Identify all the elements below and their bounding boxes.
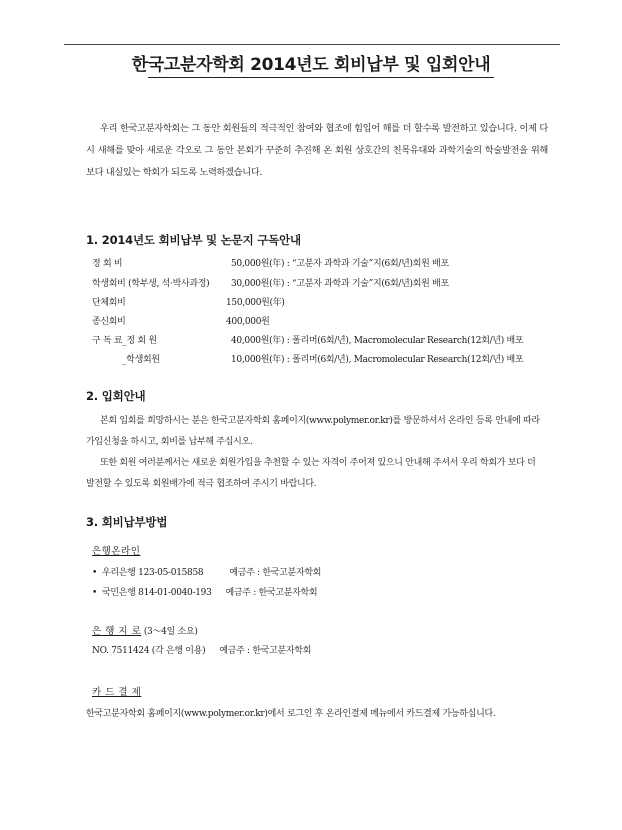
fee-label: 단체회비 bbox=[92, 298, 126, 308]
bank-account: 우리은행 123-05-015858 bbox=[102, 568, 204, 578]
bank-account: 국민은행 814-01-0040-193 bbox=[102, 588, 212, 598]
giro-heading-line bbox=[92, 623, 198, 637]
section2-title: 2. 입회안내 bbox=[86, 389, 146, 403]
fee-label: 종신회비 bbox=[92, 317, 126, 327]
giro-number: NO. 7511424 (각 은행 이용) bbox=[92, 646, 206, 656]
fee-amount: 50,000원(年) : “고분자 과학과 기술”지(6회/년)회원 배포 bbox=[231, 259, 449, 269]
bullet: • bbox=[92, 588, 98, 598]
account-holder: 예금주 : 한국고분자학회 bbox=[225, 588, 318, 598]
join-guide bbox=[86, 411, 546, 495]
account-line bbox=[92, 585, 317, 598]
giro-heading: 은 행 지 로 bbox=[92, 626, 142, 637]
section1-title: 1. 2014년도 회비납부 및 논문지 구독안내 bbox=[86, 233, 301, 247]
section3-title: 3. 회비납부방법 bbox=[86, 515, 168, 529]
fee-amount: 150,000원(年) bbox=[226, 298, 285, 308]
page-title: 한국고분자학회 2014년도 회비납부 및 입회안내 bbox=[131, 55, 491, 75]
fee-amount: 30,000원(年) : “고분자 과학과 기술”지(6회/년)회원 배포 bbox=[231, 279, 449, 289]
join-paragraph-1: 본회 입회를 희망하시는 분은 한국고분자학회 홈페이지(www.polymer.or.kr)를 방문하셔서 온라인 등록 안내에 따라 가입신청을 하시고, 회비를 납부해 주십시오. bbox=[86, 416, 540, 447]
fee-label: 정 회 비 bbox=[92, 259, 123, 269]
intro-paragraph: 우리 한국고분자학회는 그 동안 회원들의 적극적인 참여와 협조에 힘입어 해를 더 할수록 발전하고 있습니다. 이제 다시 새해를 맞아 새로운 각오로 그 동안 본회가 꾸준히 추진해 온 회원 상호간의 친목유대와 과학기술의 학술발전을 위해 보다 내실있는 학회가 되도록 노력하겠습니다. bbox=[86, 123, 548, 178]
card-payment-heading: 카 드 결 제 bbox=[92, 687, 142, 698]
fee-amount: 10,000원(年) : 폴리머(6회/년), Macromolecular Research(12회/년) 배포 bbox=[231, 355, 524, 365]
account-holder: 예금주 : 한국고분자학회 bbox=[229, 568, 322, 578]
fee-amount: 400,000원 bbox=[226, 317, 270, 327]
join-paragraph-2: 또한 회원 여러분께서는 새로운 회원가입을 추천할 수 있는 자격이 주어져 있으니 안내해 주셔서 우리 학회가 보다 더 발전할 수 있도록 회원배가에 적극 협조하여 주시기 바랍니다. bbox=[86, 458, 536, 489]
fee-label: 학생회비 (학부생, 석·박사과정) bbox=[92, 279, 210, 289]
card-payment-line: 한국고분자학회 홈페이지(www.polymer.or.kr)에서 로그인 후 온라인결제 메뉴에서 카드결제 가능하십니다. bbox=[86, 709, 496, 719]
online-banking-heading: 은행온라인 bbox=[92, 546, 141, 557]
giro-line bbox=[92, 643, 311, 656]
fee-amount: 40,000원(年) : 폴리머(6회/년), Macromolecular Research(12회/년) 배포 bbox=[231, 336, 524, 346]
giro-note: (3～4일 소요) bbox=[143, 627, 198, 637]
giro-holder: 예금주 : 한국고분자학회 bbox=[219, 646, 312, 656]
bullet: • bbox=[92, 568, 98, 578]
top-rule bbox=[64, 44, 560, 45]
fee-label: 구 독 료_정 회 원 bbox=[92, 336, 157, 346]
account-line bbox=[92, 565, 321, 578]
title-underline bbox=[148, 77, 494, 78]
fee-label: _학생회원 bbox=[122, 355, 160, 365]
